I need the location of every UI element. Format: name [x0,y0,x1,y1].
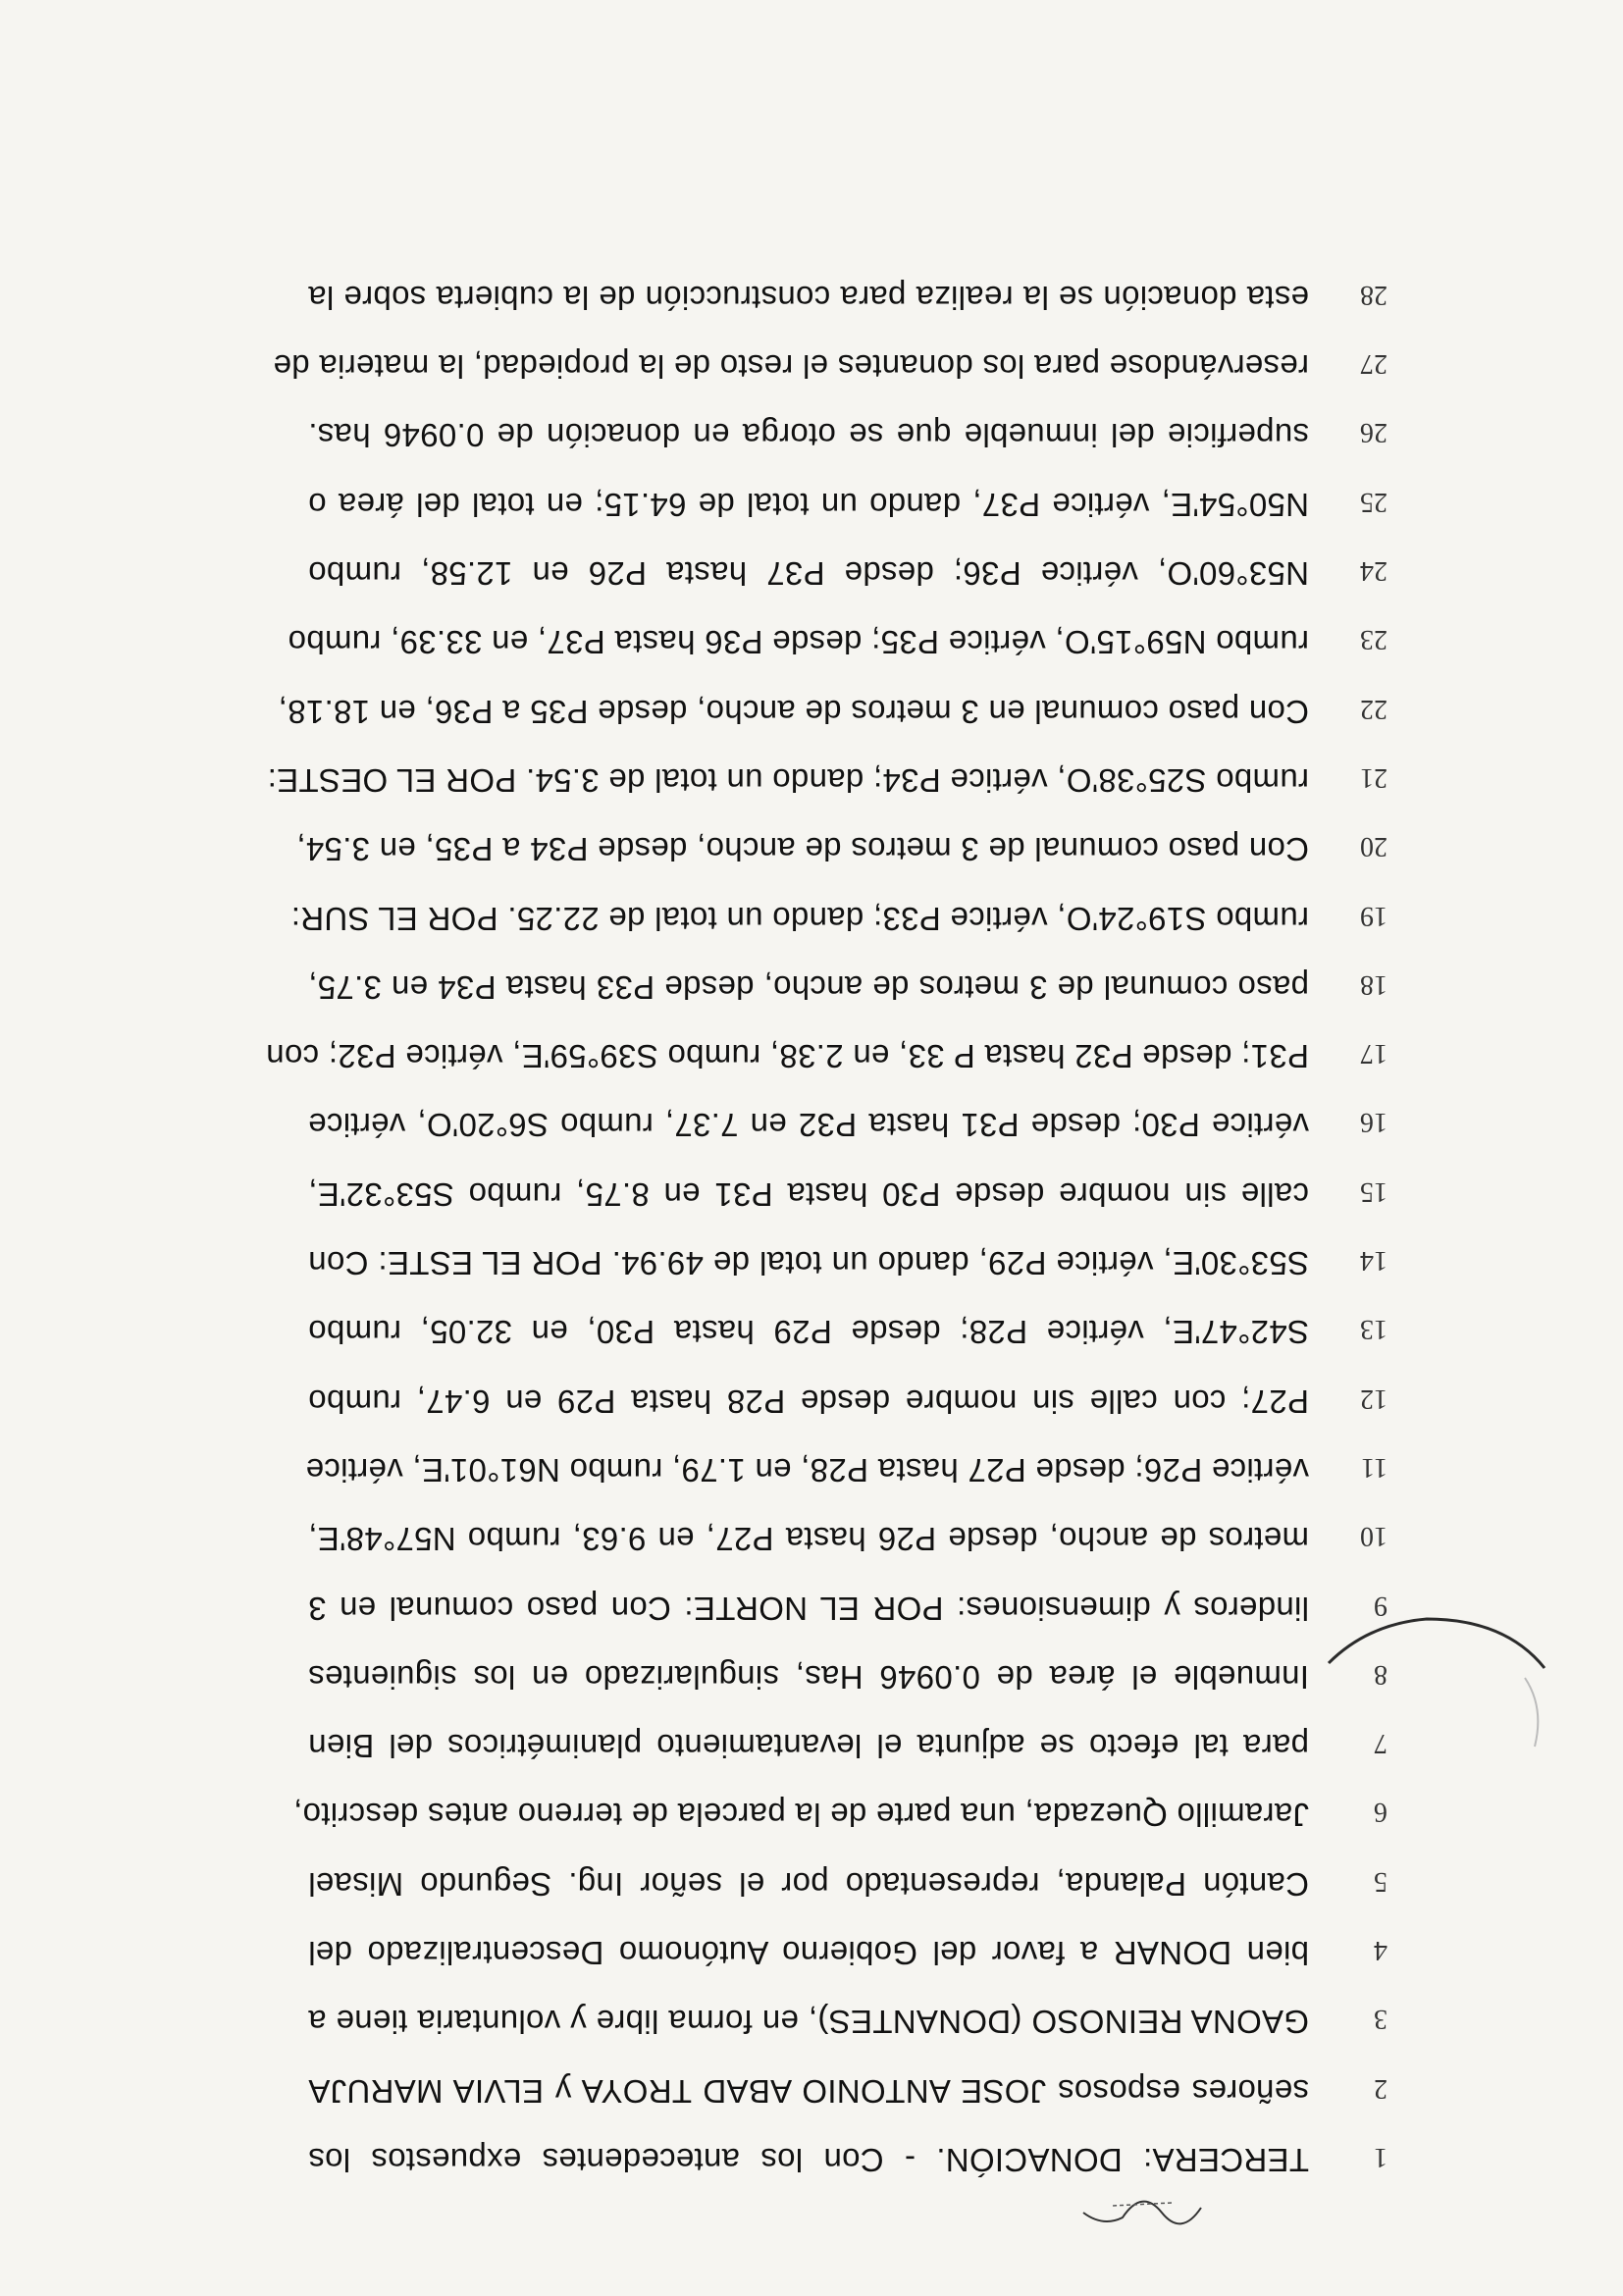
line-text: Cantón Palanda, representado por el señor Ing. Segundo Misael [308,1865,1309,1903]
signature [1073,2188,1211,2247]
line-number: 24 [1360,555,1387,587]
document-line [308,2110,1387,2178]
line-text: P27; con calle sin nombre desde P28 hasta P29 en 6.47, rumbo [308,1383,1309,1420]
line-text: para tal efecto se adjunta el levantamiento planimétricos del Bien [308,1728,1309,1765]
document-line [308,1213,1387,1281]
line-number: 16 [1360,1107,1387,1138]
line-text: reservándose para los donantes el resto de la propiedad, la materia de [273,348,1309,386]
line-number: 12 [1360,1383,1387,1414]
document-line [308,454,1387,523]
line-number: 19 [1360,900,1387,931]
line-number: 1 [1374,2142,1387,2172]
line-number: 20 [1360,831,1387,862]
document-line [308,1075,1387,1144]
line-text: superficie del inmueble que se otorga en donación de 0.0946 has. [308,417,1309,454]
line-text: esta donación se la realiza para construcción de la cubierta sobre la [308,279,1309,316]
document-line [288,592,1387,661]
document-line [278,661,1387,730]
line-text: N50°54'E, vértice P37, dando un total de 64.15; en total del área o [308,486,1309,523]
document-line [305,1420,1387,1488]
line-number: 5 [1374,1865,1387,1897]
document-line [308,937,1387,1006]
document-line [308,523,1387,592]
line-number: 23 [1360,624,1387,655]
line-text: metros de ancho, desde P26 hasta P27, en 9.63, rumbo N57°48'E, [308,1521,1309,1558]
line-number: 27 [1360,348,1387,380]
line-number: 26 [1360,417,1387,448]
document-line [273,316,1387,386]
document-line [296,799,1387,868]
document-line [308,2041,1387,2110]
line-number: 9 [1374,1590,1387,1621]
line-text: linderos y dimensiones: POR EL NORTE: Con paso comunal en 3 [308,1590,1309,1627]
document-line [266,1006,1387,1075]
document-line [308,1144,1387,1213]
line-number: 17 [1360,1038,1387,1070]
line-number: 3 [1374,2004,1387,2035]
line-text: rumbo N59°15'O, vértice P35; desde P36 hasta P37, en 33.39, rumbo [288,624,1309,661]
line-number: 4 [1374,1935,1387,1966]
line-text: P31; desde P32 hasta P 33, en 2.38, rumbo S39°59'E, vértice P32; con [266,1038,1309,1075]
document-line [308,1903,1387,1971]
line-number: 25 [1360,486,1387,517]
document-line [308,1351,1387,1420]
line-text: vértice P26; desde P27 hasta P28, en 1.79, rumbo N61°01'E, vértice [305,1452,1309,1488]
line-text: GAONA REINOSO (DONANTES), en forma libre y voluntaria tiene a [308,2004,1309,2041]
document-line [308,1696,1387,1764]
line-text: TERCERA: DONACIÓN. - Con los antecedentes expuestos los [308,2142,1309,2178]
document-line [267,730,1387,799]
stamp-seal [1309,1609,1564,1864]
line-text: S53°30'E, vértice P29, dando un total de 49.94. POR EL ESTE: Con [308,1245,1309,1282]
line-number: 14 [1360,1245,1387,1277]
line-text: Con paso comunal de 3 metros de ancho, desde P34 a P35, en 3.54, [296,831,1309,868]
line-number: 10 [1360,1521,1387,1552]
document-line [290,868,1387,937]
line-number: 11 [1361,1452,1387,1483]
line-text: rumbo S19°24'O, vértice P33; dando un total de 22.25. POR EL SUR: [290,900,1309,937]
line-number: 8 [1374,1658,1387,1690]
document-line [308,1627,1387,1696]
line-number: 2 [1374,2072,1387,2104]
line-text: bien DONAR a favor del Gobierno Autónomo Descentralizado del [308,1935,1309,1972]
line-number: 13 [1360,1314,1387,1345]
line-text: rumbo S25°38'O, vértice P34; dando un total de 3.54. POR EL OESTE: [267,762,1309,799]
line-text: señores esposos JOSE ANTONIO ABAD TROYA y ELVIA MARUJA [308,2072,1309,2110]
document-line [308,1281,1387,1350]
line-text: S42°47'E, vértice P28; desde P29 hasta P30, en 32.05, rumbo [308,1314,1309,1351]
line-number: 7 [1374,1728,1387,1759]
line-number: 22 [1360,693,1387,724]
document-line [308,1488,1387,1557]
document-line [308,1971,1387,2040]
line-number: 28 [1360,279,1387,310]
line-text: N53°60'O, vértice P36; desde P37 hasta P26 en 12.58, rumbo [308,555,1309,593]
line-text: calle sin nombre desde P30 hasta P31 en 8.75, rumbo S53°32'E, [308,1175,1309,1213]
line-number: 18 [1360,968,1387,1000]
document-line [308,386,1387,454]
document-line [292,1765,1387,1834]
line-number: 15 [1360,1175,1387,1207]
line-text: vértice P30; desde P31 hasta P32 en 7.37, rumbo S6°20'O, vértice [308,1107,1309,1144]
line-number: 6 [1374,1797,1387,1828]
line-text: paso comunal de 3 metros de ancho, desde P33 hasta P34 en 3.75, [308,968,1309,1006]
line-text: Con paso comunal en 3 metros de ancho, desde P35 a P36, en 18.18, [278,693,1309,730]
line-number: 21 [1360,762,1387,793]
line-text: Jaramillo Quezada, una parte de la parcela de terreno antes descrito, [292,1797,1309,1834]
document-line [308,1834,1387,1903]
document-line [308,247,1387,316]
line-text: Inmueble el área de 0.0946 Has, singularizado en los siguientes [308,1658,1309,1696]
document-line [308,1558,1387,1627]
